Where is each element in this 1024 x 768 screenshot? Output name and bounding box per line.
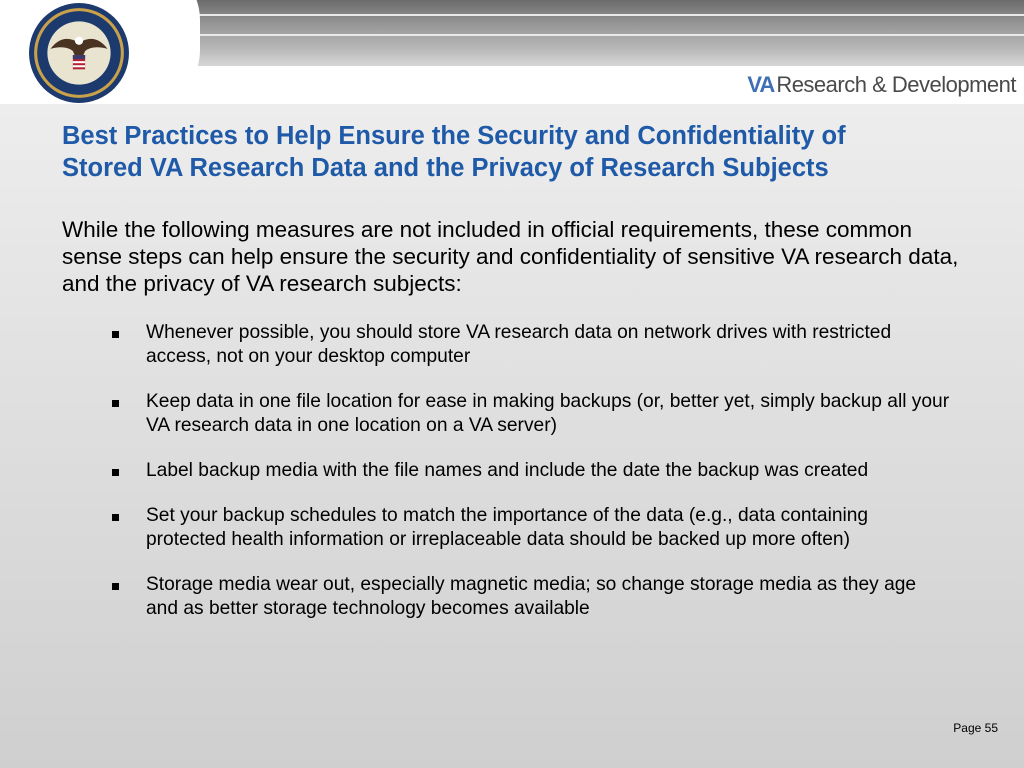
- bullet-text: Keep data in one file location for ease in making backups (or, better yet, simply backup all your VA research data in one location on a VA server): [146, 391, 950, 436]
- slide-title-line: Best Practices to Help Ensure the Security and Confidentiality of: [62, 122, 846, 150]
- bullet-list: [112, 321, 952, 642]
- bullet-square-icon: [112, 400, 119, 407]
- page-number: Page 55: [953, 721, 998, 735]
- slide-title-line: Stored VA Research Data and the Privacy of Research Subjects: [62, 154, 829, 182]
- slide-title: [62, 120, 982, 184]
- bullet-item: [112, 504, 952, 552]
- header-strip-line: [150, 14, 1024, 16]
- bullet-item: [112, 573, 952, 621]
- bullet-square-icon: [112, 469, 119, 476]
- brand-prefix: VA: [747, 72, 775, 97]
- brand-text: Research & Development: [776, 72, 1016, 97]
- intro-paragraph: While the following measures are not included in official requirements, these common sense steps can help ensure the security and confidentiality of sensitive VA research data, and the privacy of VA research subjects:: [62, 217, 959, 296]
- brand-logo: [747, 72, 1016, 100]
- seal-icon: [28, 2, 130, 104]
- bullet-square-icon: [112, 583, 119, 590]
- bullet-square-icon: [112, 331, 119, 338]
- header-strip: [150, 0, 1024, 66]
- bullet-text: Set your backup schedules to match the importance of the data (e.g., data containing protected health information or irreplaceable data should be backed up more often): [146, 505, 869, 550]
- header-band: [0, 0, 1024, 104]
- bullet-text: Storage media wear out, especially magnetic media; so change storage media as they age and as better storage technology becomes available: [146, 574, 917, 619]
- bullet-item: [112, 321, 952, 369]
- header-strip-line: [150, 34, 1024, 36]
- bullet-item: [112, 459, 952, 483]
- bullet-square-icon: [112, 514, 119, 521]
- bullet-text: Label backup media with the file names and include the date the backup was created: [146, 460, 869, 481]
- bullet-item: [112, 390, 952, 438]
- bullet-text: Whenever possible, you should store VA research data on network drives with restricted access, not on your desktop computer: [146, 322, 892, 367]
